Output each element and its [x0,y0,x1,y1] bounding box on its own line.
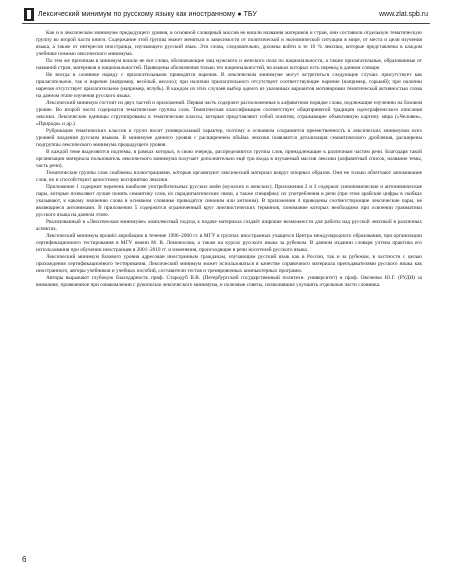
paragraph: Приложение 1 содержит перечень наиболее употребительных русских имён (мужских и женских). Приложения 2 и 3 содержат синонимические и антонимические пары, которые позволяют лучше понять семантику слов, их парадигматические связи, а также специфику их употребления в речи (при этом арабские цифры в скобках указывают, к какому значению слова в основном словнике приводятся синоним или антоним). В приложении 4 приведены соответствующие лексические пары, не являющиеся антонимами. В приложении 5 содержится ограниченный круг лингвистических терминов, понимание которых необходимо при освоении грамматики русского языка на данном этапе. [36,184,422,219]
paragraph: Лексический минимум базового уровня адресован иностранным гражданам, изучающим русский язык как в России, так и за рубежом, в частности с целью прохождения сертификационного тестирования. Лексический минимум может использоваться в качестве справочного материала преподавателями русского языка как иностранного, авторы учебников и учебных пособий, составители тестов и тренировочных компьютерных программ. [36,254,422,275]
paragraph: Реализованный в «Лексическом минимуме» комплексный подход к подаче материала создаёт широкие возможности для работы над русской лексикой в различных аспектах. [36,219,422,233]
paragraph: Лексический минимум прошёл апробацию в течение 1996–2000 гг. в МГУ в группах иностранных учащихся Центра международного образования, при организации сертификационного тестирования в МГУ имени М. В. Ломоносова, а также на курсах русского языка за рубежом. В данном издании словаря учтена практика его использования при обучении иностранцев в 2001–2010 гг. и изменения, происходящие в речи носителей русского языка. [36,233,422,254]
paragraph: Не всегда в словнике наряду с прилагательными приводятся наречия. В лексическом минимуме могут встретиться следующие случаи: присутствует как прилагательное, так и наречие (например, весёлый, весело); при наличии прилагательного отсутствует соответствующее наречие (например, горький); при наличии наречия отсутствует прилагательное (например, вглубь). В каждом из этих случаев выбор одного из указанных вариантов мотивирован тематической активностью слова на данном этапе изучения русского языка. [36,72,422,99]
body-text [36,30,422,290]
paragraph: В каждой теме выделяются подтемы, в рамках которых, в свою очередь, распределяются группы слов, принадлежащие к различным частям речи. Благодаря такой организации материала пользователь лексического минимума получает дополнительно ещё три входа в изучаемый массив лексики (алфавитный список, название темы, часть речи). [36,149,422,170]
paragraph: Как и в лексическом минимуме предыдущего уровня, в основной словарный массив не вошли названия материков и стран, они составили отдельную тематическую группу во второй части книги. Содержание этой группы может меняться в зависимости от политической и экономической ситуации в мире, от места и цели изучения языка, а также от интересов иностранца, изучающего русский язык. Эти слова, следовательно, должны войти в те 10 % лексики, которые представлены в каждом учебнике помимо лексического минимума. [36,30,422,57]
header-divider [22,23,430,24]
page-number: 6 [22,555,27,564]
header-title: Лексический минимум по русскому языку как иностранному ● ТБУ [38,11,257,18]
paragraph: Лексический минимум состоит из двух частей и приложений. Первая часть содержит расположенные в алфавитном порядке слова, подлежащие изучению на базовом уровне. Во второй части содержатся тематические группы слов. Тематическая классификация соответствует общепринятой традиции идеографического описания лексики. Лексические единицы сгруппированы в тематические классы, которые представляют собой понятия, отражающие объективную картину мира («Человек», «Природа» и др.). [36,100,422,127]
page-header [22,8,430,22]
publisher-logo-icon [24,8,34,21]
header-website: www.zlat.spb.ru [378,11,428,18]
paragraph: Тематические группы слов снабжены иллюстрациями, которые организуют лексический материал вокруг опорных образов. Они не только облегчают запоминание слов, но и способствуют целостному восприятию лексики. [36,170,422,184]
paragraph: По тем же причинам в минимум вошли не все слова, обозначающие лиц мужского и женского пола по национальности, а также прилагательные, образованные от названий стран, материков и национальностей. Приведены обозначения только тех национальностей, на языках которых есть перевод в данном словаре. [36,58,422,71]
paragraph: Рубрикация тематических классов и групп носит универсальный характер, поэтому в основном сохраняется преемственность в лексических минимумах всех уровней владения русским языком. В минимуме данного уровня с расширением объёма лексики появляется детализация семантического дробления, расширены подгруппы лексического минимума предыдущего уровня. [36,128,422,148]
paragraph: Авторы выражают глубокую благодарность проф. Стародуб В.В. (Петербургский государственный политехн. университет) и проф. Овсиенко Ю.Г. (РУДН) за внимание, проявленное при ознакомлении с рукописью лексического минимума, и полезные советы, позволившие улучшить отдельные части словника. [36,275,422,289]
